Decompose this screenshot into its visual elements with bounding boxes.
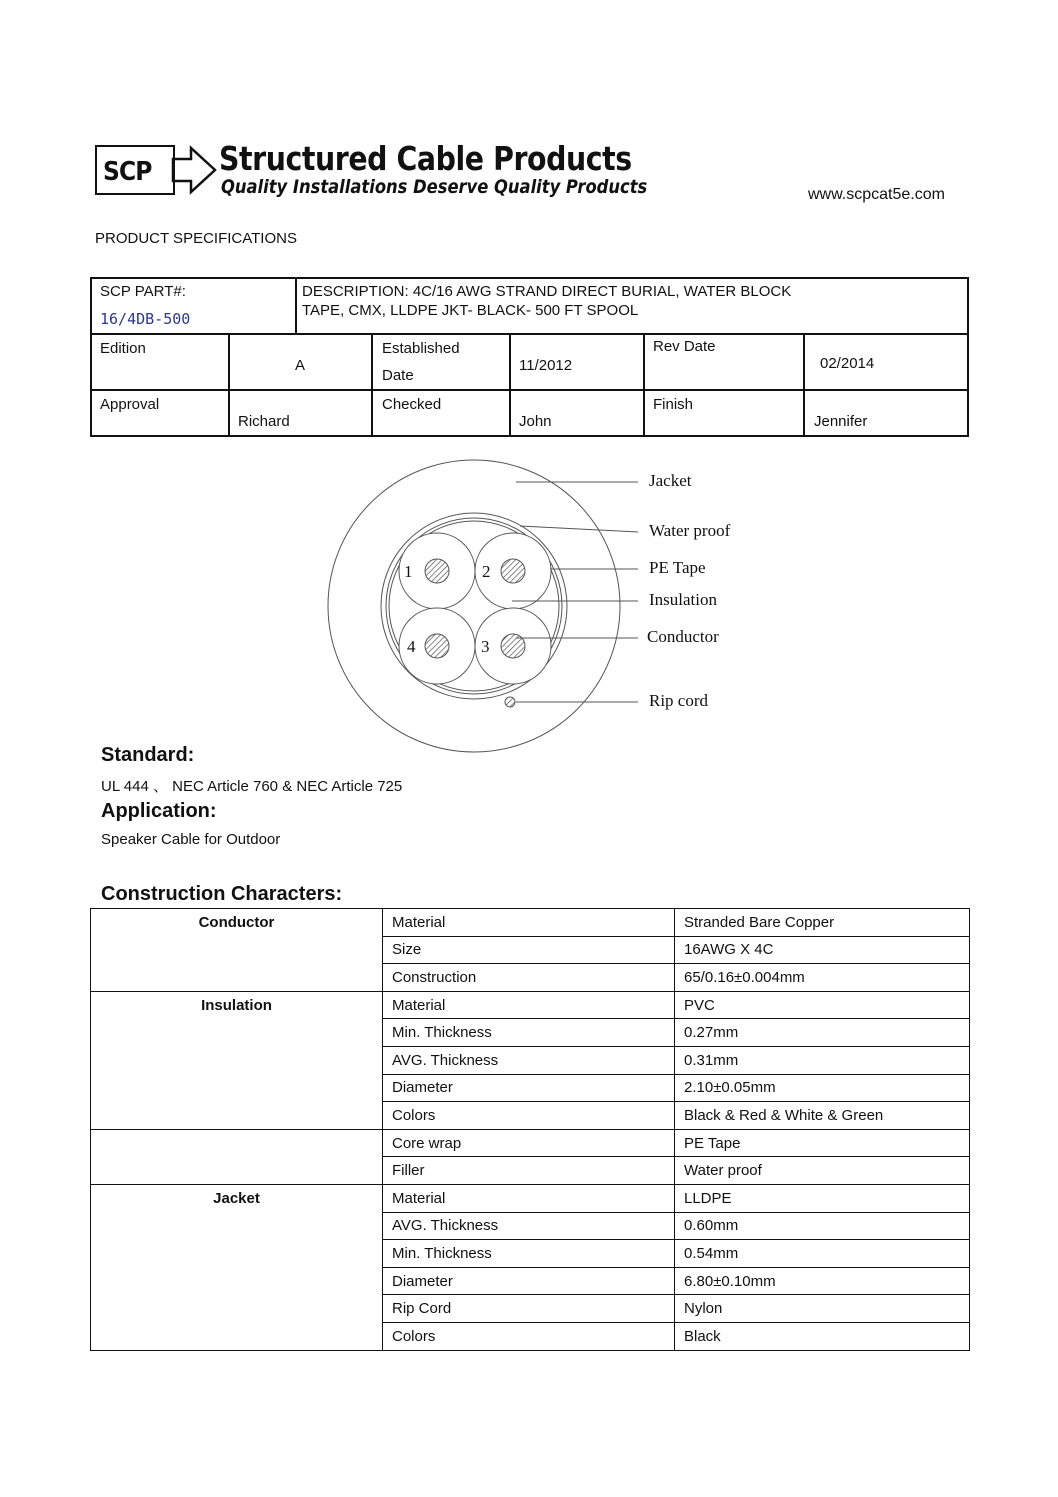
value-cell: 0.60mm xyxy=(675,1212,970,1240)
established-label-1: Established xyxy=(382,340,460,357)
part-number: 16/4DB-500 xyxy=(100,310,191,328)
application-text: Speaker Cable for Outdoor xyxy=(101,831,281,848)
label-water-proof: Water proof xyxy=(649,521,731,540)
value-cell: 0.31mm xyxy=(675,1046,970,1074)
application-heading: Application: xyxy=(101,800,217,822)
edition-label: Edition xyxy=(100,340,146,357)
table-row xyxy=(91,1184,970,1212)
cable-diagram-svg xyxy=(320,455,750,765)
value-cell: Stranded Bare Copper xyxy=(675,909,970,937)
value-cell: 2.10±0.05mm xyxy=(675,1074,970,1102)
label-insulation: Insulation xyxy=(649,590,717,609)
construction-table xyxy=(90,908,970,1351)
group-insulation: Insulation xyxy=(91,991,383,1129)
finish-value: Jennifer xyxy=(814,413,868,430)
approval-label: Approval xyxy=(100,396,160,413)
logo-abbrev: SCP xyxy=(103,157,152,187)
value-cell: Black xyxy=(675,1322,970,1350)
spec-info-table xyxy=(90,277,969,437)
cable-cross-section-diagram xyxy=(320,455,750,765)
page-title: PRODUCT SPECIFICATIONS xyxy=(95,230,297,247)
value-cell: LLDPE xyxy=(675,1184,970,1212)
company-name: Structured Cable Products xyxy=(219,139,632,178)
table-row xyxy=(91,991,970,1019)
property-cell: Diameter xyxy=(383,1074,675,1102)
value-cell: 6.80±0.10mm xyxy=(675,1267,970,1295)
label-jacket: Jacket xyxy=(649,471,692,490)
company-tagline: Quality Installations Deserve Quality Products xyxy=(221,176,648,198)
property-cell: Rip Cord xyxy=(383,1295,675,1323)
label-pe-tape: PE Tape xyxy=(649,558,706,577)
value-cell: Black & Red & White & Green xyxy=(675,1102,970,1130)
conductor-number-3: 3 xyxy=(481,637,490,656)
finish-label: Finish xyxy=(653,396,694,413)
standard-heading: Standard: xyxy=(101,744,195,766)
value-cell: 16AWG X 4C xyxy=(675,936,970,964)
property-cell: Diameter xyxy=(383,1267,675,1295)
property-cell: Min. Thickness xyxy=(383,1019,675,1047)
value-cell: 0.27mm xyxy=(675,1019,970,1047)
conductor-number-4: 4 xyxy=(407,637,416,656)
property-cell: Filler xyxy=(383,1157,675,1185)
conductor-number-2: 2 xyxy=(482,562,491,581)
table-row xyxy=(91,909,970,937)
standard-text: UL 444 、 NEC Article 760 & NEC Article 725 xyxy=(101,778,403,795)
value-cell: PVC xyxy=(675,991,970,1019)
conductor-number-1: 1 xyxy=(404,562,413,581)
rev-date-value: 02/2014 xyxy=(820,355,875,372)
value-cell: 0.54mm xyxy=(675,1240,970,1268)
property-cell: Material xyxy=(383,1184,675,1212)
description-line-2: TAPE, CMX, LLDPE JKT- BLACK- 500 FT SPOOL xyxy=(302,302,639,319)
table-row xyxy=(91,1129,970,1157)
established-label-2: Date xyxy=(382,367,414,384)
group-conductor: Conductor xyxy=(91,909,383,992)
value-cell: PE Tape xyxy=(675,1129,970,1157)
description-line-1: DESCRIPTION: 4C/16 AWG STRAND DIRECT BURIAL, WATER BLOCK xyxy=(302,283,792,300)
property-cell: Construction xyxy=(383,964,675,992)
property-cell: Core wrap xyxy=(383,1129,675,1157)
checked-value: John xyxy=(519,413,552,430)
value-cell: 65/0.16±0.004mm xyxy=(675,964,970,992)
property-cell: AVG. Thickness xyxy=(383,1212,675,1240)
edition-value: A xyxy=(295,357,306,374)
group-jacket: Jacket xyxy=(91,1184,383,1350)
property-cell: Material xyxy=(383,909,675,937)
logo-arrow-icon xyxy=(171,145,219,195)
property-cell: Colors xyxy=(383,1102,675,1130)
rev-date-label: Rev Date xyxy=(653,338,716,355)
value-cell: Water proof xyxy=(675,1157,970,1185)
property-cell: Size xyxy=(383,936,675,964)
property-cell: Material xyxy=(383,991,675,1019)
group-core xyxy=(91,1129,383,1184)
property-cell: Min. Thickness xyxy=(383,1240,675,1268)
checked-label: Checked xyxy=(382,396,442,413)
value-cell: Nylon xyxy=(675,1295,970,1323)
property-cell: AVG. Thickness xyxy=(383,1046,675,1074)
property-cell: Colors xyxy=(383,1322,675,1350)
website-url[interactable]: www.scpcat5e.com xyxy=(808,186,945,203)
part-label: SCP PART#: xyxy=(100,283,186,300)
label-rip-cord: Rip cord xyxy=(649,691,709,710)
approval-value: Richard xyxy=(238,413,290,430)
company-logo xyxy=(95,139,655,203)
established-value: 11/2012 xyxy=(519,357,573,374)
logo-box xyxy=(95,145,175,195)
label-conductor: Conductor xyxy=(647,627,719,646)
construction-heading: Construction Characters: xyxy=(101,883,343,905)
